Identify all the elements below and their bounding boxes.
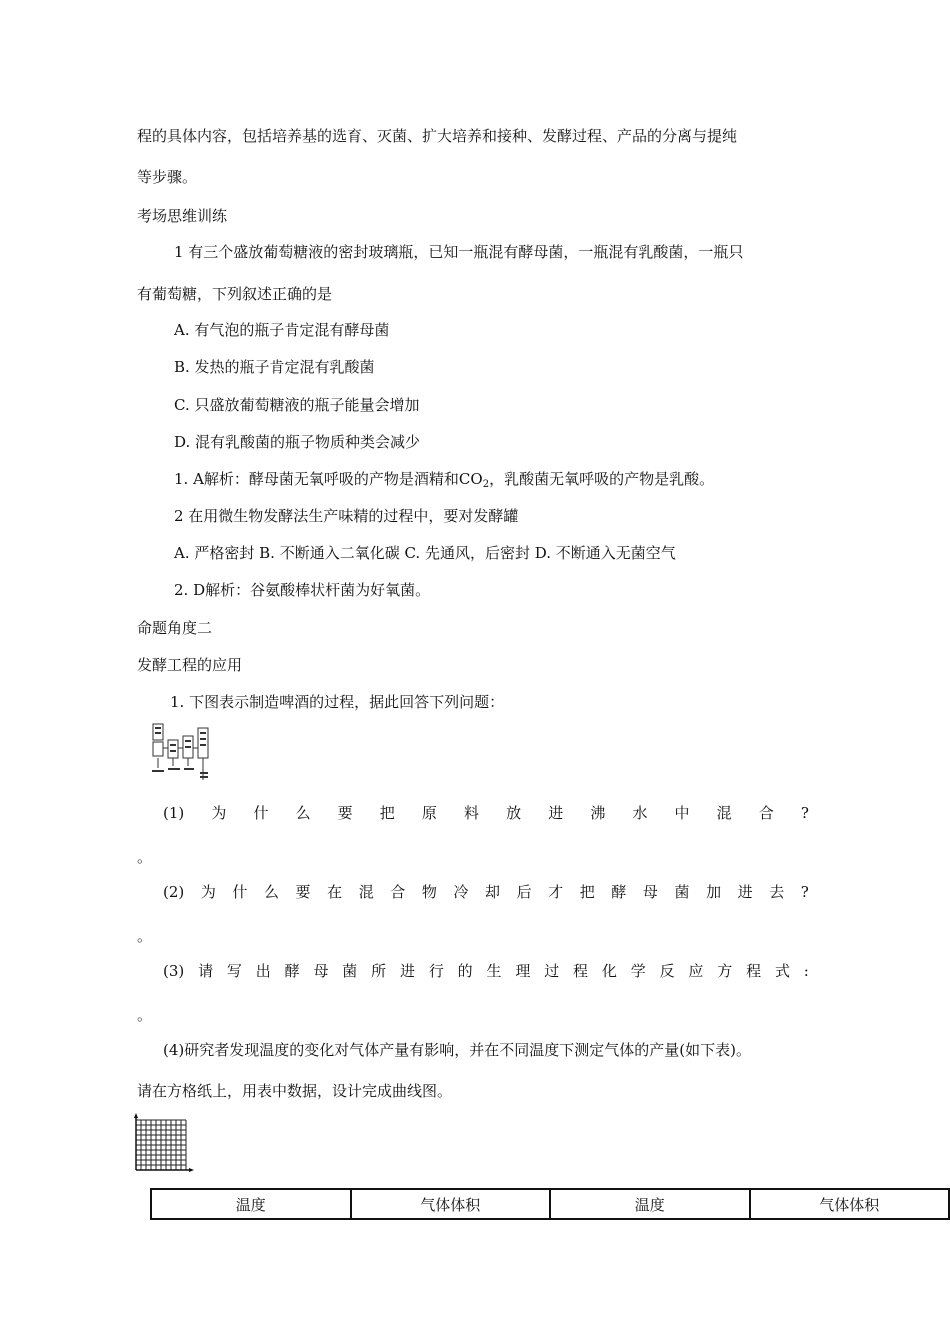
question-2-options: A. 严格密封 B. 不断通入二氧化碳 C. 先通风，后密封 D. 不断通入无菌空气 — [174, 544, 676, 562]
header-gas-volume-2: 气体体积 — [750, 1189, 950, 1219]
beer-process-diagram — [150, 722, 212, 784]
question-3-sub-4-line-2: 请在方格纸上，用表中数据，设计完成曲线图。 — [137, 1082, 453, 1100]
question-1-option-b: B. 发热的瓶子肯定混有乳酸菌 — [174, 358, 375, 376]
question-3-sub-1-answer-end: 。 — [137, 848, 153, 866]
intro-line-1: 程的具体内容，包括培养基的选育、灭菌、扩大培养和接种、发酵过程、产品的分离与提纯 — [137, 127, 738, 145]
data-table — [150, 1188, 950, 1220]
question-3-sub-1: (1) 为 什 么 要 把 原 料 放 进 沸 水 中 混 合 ? — [163, 804, 809, 822]
section-title-exam-training: 考场思维训练 — [137, 207, 228, 225]
question-1-stem-line-2: 有葡萄糖，下列叙述正确的是 — [137, 285, 333, 303]
co2-subscript: 2 — [482, 479, 490, 490]
question-1-option-c: C. 只盛放葡萄糖液的瓶子能量会增加 — [174, 396, 420, 414]
header-temperature-2: 温度 — [550, 1189, 750, 1219]
question-1-option-d: D. 混有乳酸菌的瓶子物质种类会减少 — [174, 433, 421, 451]
answer-text-pre: 1. A解析：酵母菌无氧呼吸的产物是酒精和CO — [174, 470, 483, 488]
question-3-sub-2: (2) 为 什 么 要 在 混 合 物 冷 却 后 才 把 酵 母 菌 加 进 去 ? — [163, 883, 809, 901]
question-3-sub-3-answer-end: 。 — [137, 1006, 153, 1024]
question-1-option-a: A. 有气泡的瓶子肯定混有酵母菌 — [174, 321, 390, 339]
header-temperature-1: 温度 — [151, 1189, 351, 1219]
question-2-stem: 2 在用微生物发酵法生产味精的过程中，要对发酵罐 — [174, 507, 519, 525]
question-3-sub-2-answer-end: 。 — [137, 927, 153, 945]
section-title-angle-two: 命题角度二 — [137, 619, 213, 637]
question-1-answer — [174, 469, 714, 495]
answer-text-post: ，乳酸菌无氧呼吸的产物是乳酸。 — [489, 470, 715, 488]
section-title-fermentation-application: 发酵工程的应用 — [137, 656, 243, 674]
table-header-row — [151, 1189, 949, 1219]
intro-line-2: 等步骤。 — [137, 168, 198, 186]
question-3-sub-4-line-1: (4)研究者发现温度的变化对气体产量有影响，并在不同温度下测定气体的产量(如下表)。 — [163, 1041, 751, 1059]
question-2-answer: 2. D解析：谷氨酸棒状杆菌为好氧菌。 — [174, 581, 431, 599]
graph-paper-grid — [130, 1112, 196, 1174]
header-gas-volume-1: 气体体积 — [351, 1189, 551, 1219]
question-1-stem-line-1: 1 有三个盛放葡萄糖液的密封玻璃瓶，已知一瓶混有酵母菌，一瓶混有乳酸菌，一瓶只 — [174, 243, 744, 261]
question-3-stem: 1. 下图表示制造啤酒的过程，据此回答下列问题： — [170, 693, 505, 711]
question-3-sub-3: (3) 请 写 出 酵 母 菌 所 进 行 的 生 理 过 程 化 学 反 应 方 程 式 : — [163, 962, 809, 980]
